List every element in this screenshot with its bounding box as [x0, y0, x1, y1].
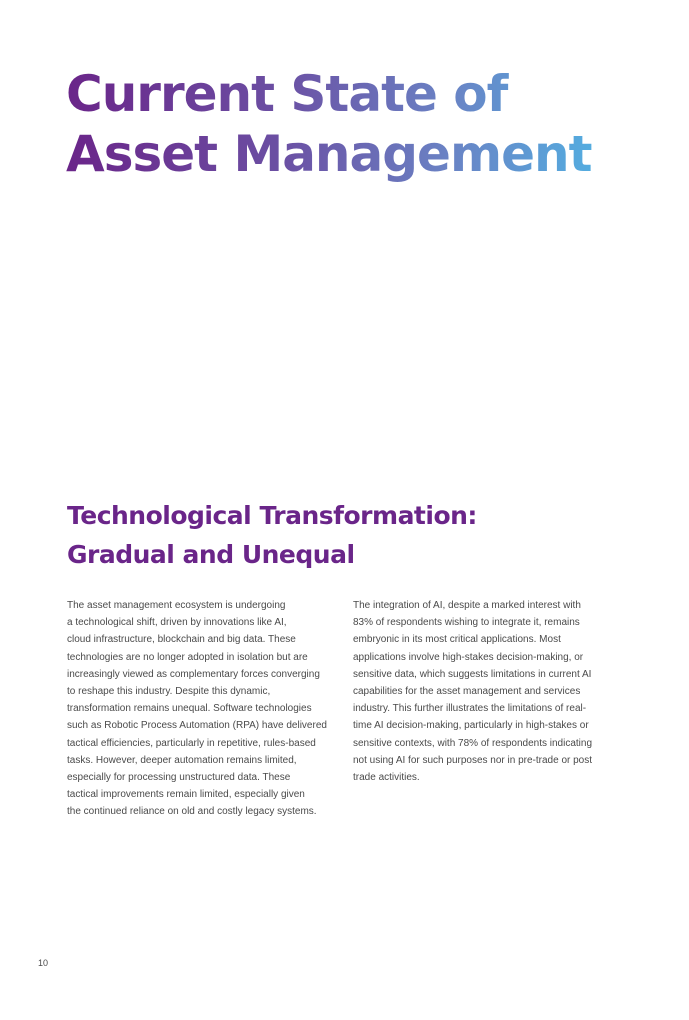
- paragraph-line: tactical improvements remain limited, especially given: [67, 789, 305, 801]
- paragraph-line: tasks. However, deeper automation remains limited,: [67, 754, 297, 766]
- paragraph-line: The asset management ecosystem is undergoing: [67, 600, 286, 611]
- paragraph-line: a technological shift, driven by innovations like AI,: [67, 617, 287, 629]
- paragraph-line: such as Robotic Process Automation (RPA) have delivered: [67, 720, 327, 732]
- page-title-line: Asset Management: [66, 125, 592, 183]
- paragraph-line: sensitive contexts, with 78% of respondents indicating: [353, 737, 593, 749]
- paragraph-line: The integration of AI, despite a marked interest with: [353, 600, 581, 611]
- paragraph-line: cloud infrastructure, blockchain and big data. These: [67, 634, 296, 646]
- paragraph-line: not using AI for such purposes nor in pre-trade or post: [353, 754, 593, 766]
- section-heading-line: Technological Transformation:: [67, 501, 477, 530]
- page-title: [66, 64, 626, 184]
- section-heading: [67, 496, 627, 574]
- paragraph-line: embryonic in its most critical applications. Most: [353, 634, 561, 646]
- paragraph-line: to reshape this industry. Despite this dynamic,: [67, 686, 271, 698]
- paragraph-line: the continued reliance on old and costly legacy systems.: [67, 806, 317, 818]
- paragraph-line: increasingly viewed as complementary forces converging: [67, 668, 320, 680]
- paragraph-line: capabilities for the asset management and services: [353, 686, 581, 698]
- paragraph-line: transformation remains unequal. Software technologies: [67, 703, 312, 715]
- paragraph-line: tactical efficiencies, particularly in repetitive, rules-based: [67, 737, 316, 749]
- right-column-paragraph: [353, 597, 615, 786]
- paragraph-line: time AI decision-making, particularly in high-stakes or: [353, 720, 589, 732]
- left-column-paragraph: [67, 597, 339, 821]
- page-title-line: Current State of: [66, 65, 508, 123]
- section-heading-line: Gradual and Unequal: [67, 540, 355, 569]
- paragraph-line: especially for processing unstructured data. These: [67, 772, 291, 784]
- paragraph-line: sensitive data, which suggests limitations in current AI: [353, 668, 592, 680]
- paragraph-line: industry. This further illustrates the limitations of real-: [353, 703, 587, 715]
- paragraph-line: technologies are no longer adopted in isolation but are: [67, 651, 308, 663]
- page-number: 10: [38, 958, 49, 968]
- paragraph-line: trade activities.: [353, 772, 420, 784]
- paragraph-line: 83% of respondents wishing to integrate it, remains: [353, 617, 580, 629]
- paragraph-line: applications involve high-stakes decision-making, or: [353, 651, 584, 663]
